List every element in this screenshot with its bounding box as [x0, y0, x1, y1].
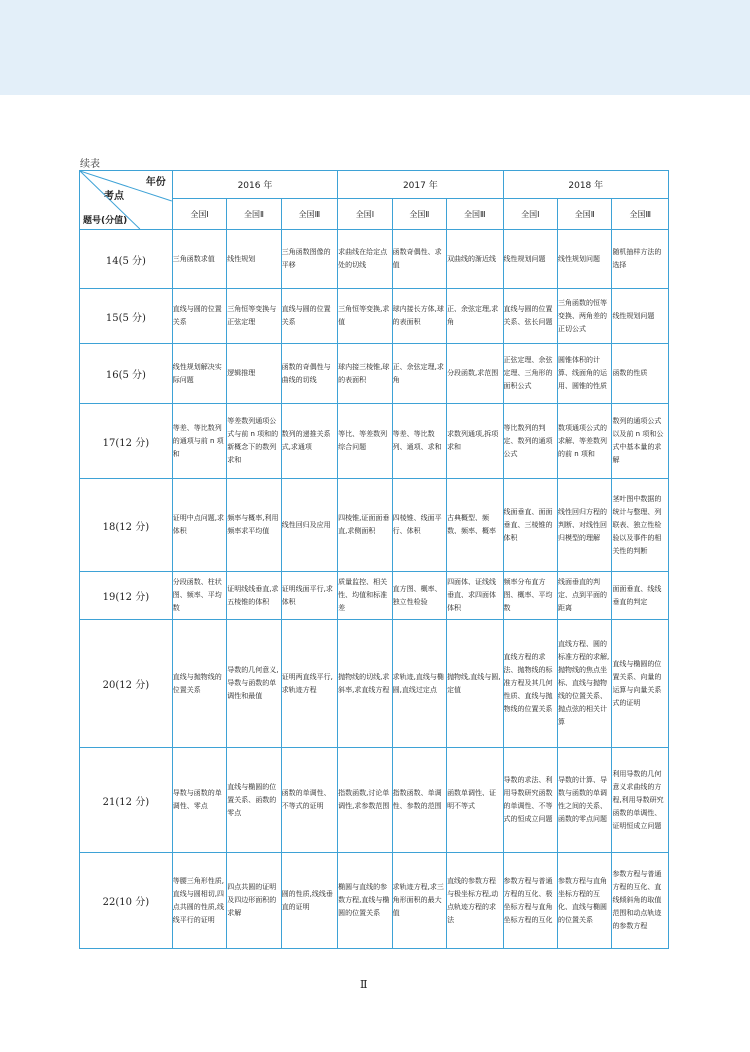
exam-topics-table: [79, 170, 669, 949]
year-row: [80, 171, 669, 199]
question-number-cell: 21(12 分): [80, 748, 173, 853]
topic-cell: 线性回归及应用: [281, 479, 337, 572]
topic-cell: 分段函数、柱状图、频率、平均数: [172, 572, 226, 620]
topic-cell: 直线方程、圆的标准方程的求解,抛物线的焦点坐标、直线与抛物线的位置关系、抛点弦的相关计算: [557, 620, 611, 748]
topic-cell: 函数奇偶性、求值: [392, 230, 446, 289]
topic-cell: 证明中点问题,求体积: [172, 479, 226, 572]
topic-cell: 正、余弦定理,求角: [447, 289, 503, 344]
table-row: [80, 344, 669, 404]
topic-cell: 正、余弦定理,求角: [392, 344, 446, 404]
question-number-cell: 17(12 分): [80, 404, 173, 479]
topic-cell: 频率分布直方图、概率、平均数: [503, 572, 557, 620]
topic-cell: 抛物线,直线与圆,定值: [447, 620, 503, 748]
topic-cell: 逻辑推理: [227, 344, 281, 404]
topic-cell: 等比、等差数列综合问题: [338, 404, 392, 479]
topic-cell: 证明线线垂直,求五棱锥的体积: [227, 572, 281, 620]
topic-cell: 椭圆与直线的参数方程,直线与椭圆的位置关系: [338, 853, 392, 949]
exam-header: 全国Ⅱ: [557, 199, 611, 230]
topic-cell: 随机抽样方法的选择: [612, 230, 669, 289]
topic-cell: 古典概型、频数、频率、概率: [447, 479, 503, 572]
topic-cell: 直线与抛物线的位置关系: [172, 620, 226, 748]
exam-header: 全国Ⅲ: [447, 199, 503, 230]
topic-cell: 四点共圆的证明及四边形面积的求解: [227, 853, 281, 949]
topic-cell: 线性规划问题: [503, 230, 557, 289]
topic-cell: 线性规划: [227, 230, 281, 289]
topic-cell: 求数列通项,拆项求和: [447, 404, 503, 479]
exam-header: 全国Ⅰ: [172, 199, 226, 230]
topic-cell: 球内接三棱锥,球的表面积: [338, 344, 392, 404]
exam-header: 全国Ⅱ: [227, 199, 281, 230]
topic-cell: 线面垂直、面面垂直、三棱锥的体积: [503, 479, 557, 572]
topic-cell: 函数单调性、证明不等式: [447, 748, 503, 853]
topic-cell: 三角函数求值: [172, 230, 226, 289]
exam-header: 全国Ⅱ: [392, 199, 446, 230]
header-banner: [0, 0, 750, 95]
topic-cell: 四面体、证线线垂直、求四面体体积: [447, 572, 503, 620]
topic-cell: 线性回归方程的判断、对线性回归模型的理解: [557, 479, 611, 572]
question-number-cell: 22(10 分): [80, 853, 173, 949]
exam-header: 全国Ⅲ: [612, 199, 669, 230]
topic-cell: 等差、等比数列的通项与前 n 项和: [172, 404, 226, 479]
year-2018-header: 2018 年: [503, 171, 668, 199]
question-number-cell: 20(12 分): [80, 620, 173, 748]
exam-header: 全国Ⅰ: [503, 199, 557, 230]
table-row: [80, 572, 669, 620]
topic-cell: 利用导数的几何意义求曲线的方程,利用导数研究函数的单调性、证明恒成立问题: [612, 748, 669, 853]
topic-cell: 球内接长方体,球的表面积: [392, 289, 446, 344]
topic-cell: 四棱锥、线面平行、体积: [392, 479, 446, 572]
topic-cell: 抛物线的切线,求斜率,求直线方程: [338, 620, 392, 748]
topic-cell: 函数的性质: [612, 344, 669, 404]
topic-cell: 四棱锥,证面面垂直,求侧面积: [338, 479, 392, 572]
topic-cell: 三角函数图像的平移: [281, 230, 337, 289]
topic-cell: 直方图、概率、独立性检验: [392, 572, 446, 620]
table-caption: 续表: [80, 159, 100, 170]
table-row: [80, 479, 669, 572]
year-2016-header: 2016 年: [172, 171, 337, 199]
table-row: [80, 853, 669, 949]
topic-cell: 直线与圆的位置关系、弦长问题: [503, 289, 557, 344]
topic-cell: 面面垂直、线线垂直的判定: [612, 572, 669, 620]
topic-cell: 圆的性质,线线垂直的证明: [281, 853, 337, 949]
year-header-label: 年份: [145, 177, 166, 188]
question-number-cell: 15(5 分): [80, 289, 173, 344]
question-number-cell: 16(5 分): [80, 344, 173, 404]
topic-cell: 求曲线在给定点处的切线: [338, 230, 392, 289]
topic-cell: 直线与圆的位置关系: [281, 289, 337, 344]
topic-cell: 线性规划问题: [612, 289, 669, 344]
topic-cell: 参数方程与直角坐标方程的互化、直线与椭圆的位置关系: [557, 853, 611, 949]
table-row: [80, 289, 669, 344]
topic-cell: 参数方程与普通方程的互化、极坐标方程与直角坐标方程的互化: [503, 853, 557, 949]
table-row: [80, 620, 669, 748]
topic-cell: 求轨迹方程,求三角形面积的最大值: [392, 853, 446, 949]
topic-cell: 线性规划解决实际问题: [172, 344, 226, 404]
table-row: [80, 748, 669, 853]
topic-cell: 导数的求法、利用导数研究函数的单调性、不等式的恒成立问题: [503, 748, 557, 853]
topic-cell: 导数与函数的单调性、零点: [172, 748, 226, 853]
topic-cell: 直线与圆的位置关系: [172, 289, 226, 344]
topic-header-label: 考点: [104, 191, 124, 202]
topic-cell: 三角恒等变换与正弦定理: [227, 289, 281, 344]
topic-cell: 直线的参数方程与极坐标方程,动点轨迹方程的求法: [447, 853, 503, 949]
topic-cell: 直线与椭圆的位置关系、向量的运算与向量关系式的证明: [612, 620, 669, 748]
topic-cell: 求轨迹,直线与椭圆,直线过定点: [392, 620, 446, 748]
topic-cell: 等腰三角形性质,直线与圆相切,四点共圆的性质,线线平行的证明: [172, 853, 226, 949]
topic-cell: 数列的通项公式以及前 n 项和公式中基本量的求解: [612, 404, 669, 479]
topic-cell: 函数的单调性、不等式的证明: [281, 748, 337, 853]
topic-cell: 三角恒等变换,求值: [338, 289, 392, 344]
question-number-cell: 19(12 分): [80, 572, 173, 620]
topic-cell: 频率与概率,利用频率求平均值: [227, 479, 281, 572]
topic-cell: 导数的几何意义,导数与函数的单调性和最值: [227, 620, 281, 748]
table-row: [80, 230, 669, 289]
page-number: Ⅱ: [360, 978, 368, 991]
topic-cell: 函数的奇偶性与曲线的切线: [281, 344, 337, 404]
topic-cell: 导数的计算、导数与函数的单调性之间的关系、函数的零点问题: [557, 748, 611, 853]
topic-cell: 直线方程的求法、抛物线的标准方程及其几何性质、直线与抛物线的位置关系: [503, 620, 557, 748]
topic-cell: 圆锥体积的计算、线面角的运用、圆锥的性质: [557, 344, 611, 404]
question-number-cell: 18(12 分): [80, 479, 173, 572]
topic-cell: 指数函数,讨论单调性,求参数范围: [338, 748, 392, 853]
topic-cell: 质量监控、相关性、均值和标准差: [338, 572, 392, 620]
corner-header-cell: [80, 171, 173, 230]
topic-cell: 指数函数、单调性、参数的范围: [392, 748, 446, 853]
topic-cell: 正弦定理、余弦定理、三角形的面积公式: [503, 344, 557, 404]
topic-cell: 线面垂直的判定、点到平面的距离: [557, 572, 611, 620]
year-2017-header: 2017 年: [338, 171, 503, 199]
topic-cell: 三角函数的恒等变换、两角差的正切公式: [557, 289, 611, 344]
topic-cell: 线性规划问题: [557, 230, 611, 289]
topic-cell: 双曲线的渐近线: [447, 230, 503, 289]
topic-cell: 证明线面平行,求体积: [281, 572, 337, 620]
topic-cell: 等差、等比数列、通项、求和: [392, 404, 446, 479]
topic-cell: 等差数列通项公式与前 n 项和的新概念下的数列求和: [227, 404, 281, 479]
topic-cell: 茎叶图中数据的统计与整理、列联表、独立性检验以及事件的相关性的判断: [612, 479, 669, 572]
exam-header: 全国Ⅰ: [338, 199, 392, 230]
topic-cell: 直线与椭圆的位置关系、函数的零点: [227, 748, 281, 853]
question-header-label: 题号(分值): [83, 216, 128, 226]
table-row: [80, 404, 669, 479]
topic-cell: 分段函数,求范围: [447, 344, 503, 404]
topic-cell: 数项通项公式的求解、等差数列的前 n 项和: [557, 404, 611, 479]
topic-cell: 证明两直线平行,求轨迹方程: [281, 620, 337, 748]
question-number-cell: 14(5 分): [80, 230, 173, 289]
topic-cell: 参数方程与普通方程的互化、直线倾斜角的取值范围和动点轨迹的参数方程: [612, 853, 669, 949]
topic-cell: 等比数列的判定、数列的通项公式: [503, 404, 557, 479]
topic-cell: 数列的递推关系式,求通项: [281, 404, 337, 479]
exam-header: 全国Ⅲ: [281, 199, 337, 230]
